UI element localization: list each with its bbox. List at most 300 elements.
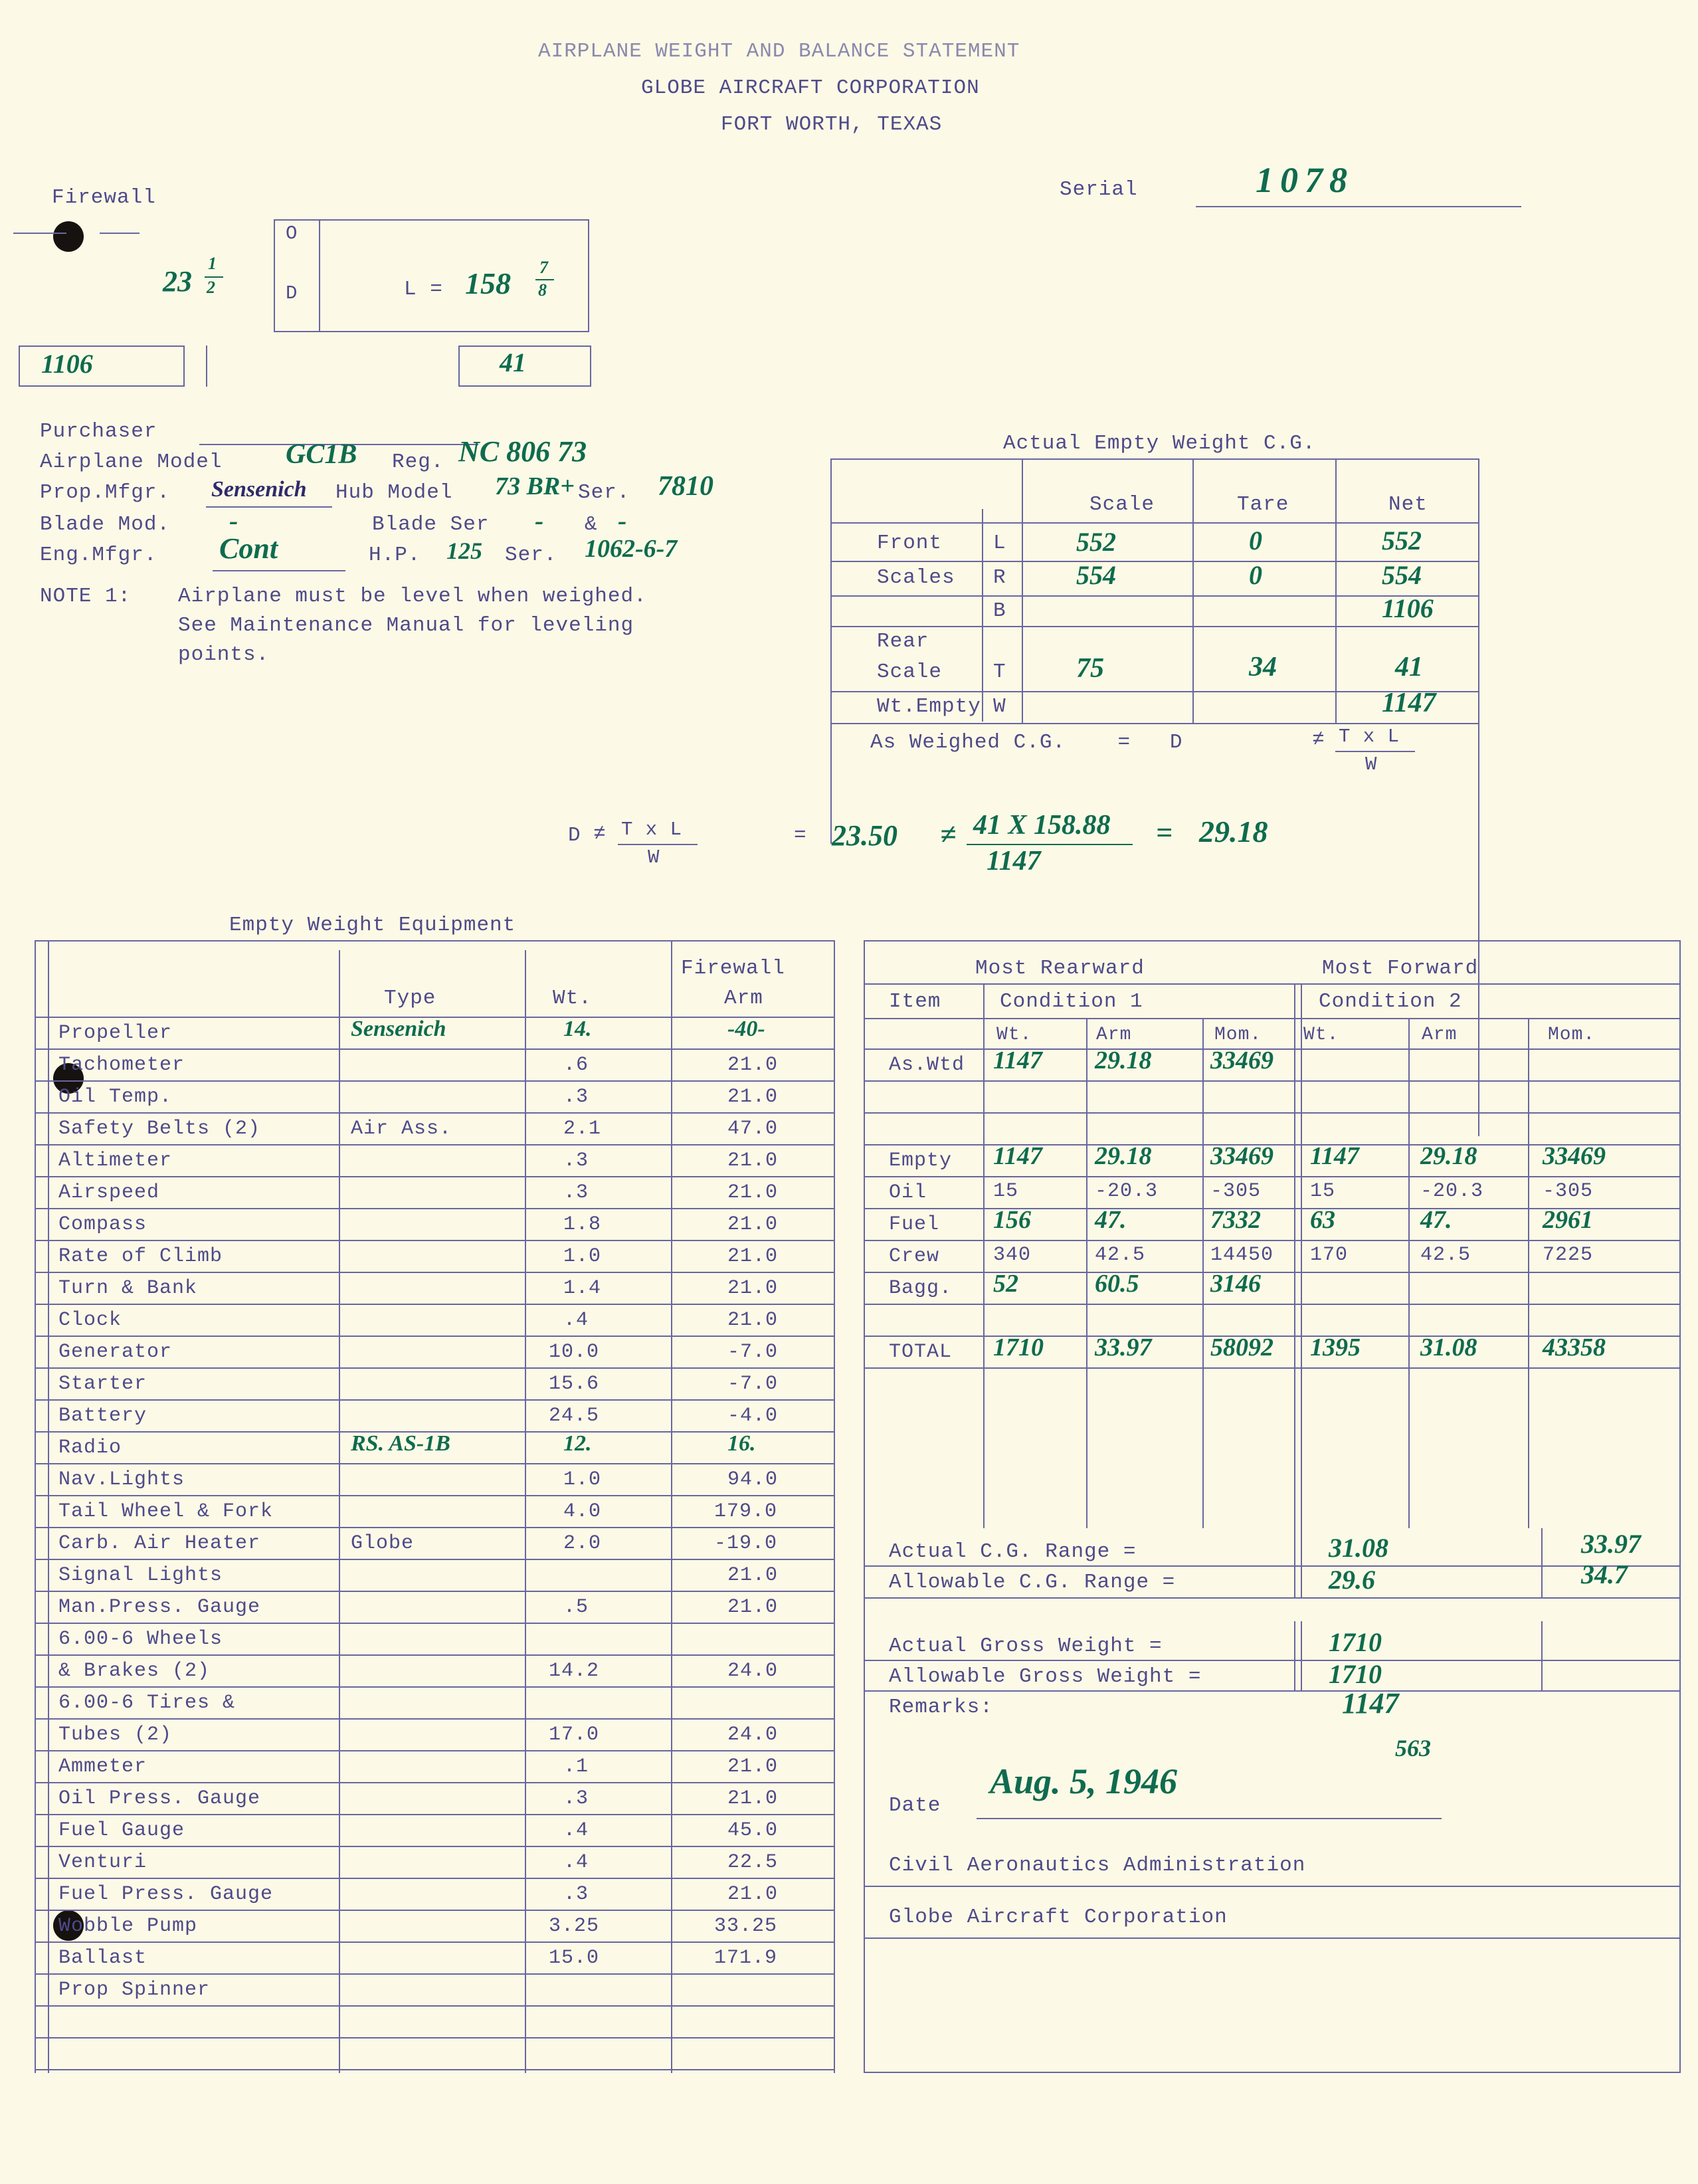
equip-row-16-wt: 2.0 (563, 1532, 602, 1555)
equip-row-29-wt: 15.0 (549, 1947, 600, 1969)
equip-rule-20 (35, 1686, 835, 1688)
equip-row-28-wt: 3.25 (549, 1915, 600, 1937)
load-sub-arm1: Arm (1096, 1025, 1132, 1045)
equip-row-24-item: Oil Press. Gauge (58, 1787, 261, 1810)
load-cond1: Condition 1 (1000, 990, 1143, 1013)
load-row-9-arm2: 31.08 (1420, 1334, 1477, 1361)
equip-row-0-item: Propeller (58, 1022, 173, 1044)
load-row-4-mom1: -305 (1210, 1180, 1262, 1203)
equip-row-15-item: Tail Wheel & Fork (58, 1500, 274, 1523)
cg-div-1b (1301, 1528, 1302, 1597)
equip-row-9-item: Clock (58, 1309, 122, 1332)
as-weighed-plus: ≠ (1312, 728, 1325, 751)
load-row-6-mom2: 7225 (1543, 1244, 1594, 1266)
equip-row-29-item: Ballast (58, 1947, 147, 1969)
formula-result: 29.18 (1199, 815, 1268, 848)
hub-model-label: Hub Model (335, 481, 453, 504)
equip-row-7-arm: 21.0 (727, 1245, 779, 1268)
load-row-4-wt2: 15 (1310, 1180, 1336, 1203)
equip-rule-7 (35, 1272, 835, 1273)
load-item-label: Item (889, 990, 941, 1013)
equip-row-2-item: Oil Temp. (58, 1086, 173, 1108)
eng-mfgr-value: Cont (219, 532, 278, 565)
equip-row-13-item: Radio (58, 1437, 122, 1459)
equip-rule-0 (35, 1048, 835, 1050)
date-label: Date (889, 1794, 941, 1817)
load-row-6-wt1: 340 (993, 1244, 1032, 1266)
prop-mfgr-label: Prop.Mfgr. (40, 481, 171, 504)
equip-row-5-item: Airspeed (58, 1181, 160, 1204)
empty-cg-row-1-net: 554 (1382, 560, 1422, 590)
remarks-2: 563 (1395, 1735, 1431, 1761)
note-line-3: points. (178, 643, 270, 666)
equip-row-28-arm: 33.25 (714, 1915, 778, 1937)
equip-rule-31 (35, 2037, 835, 2038)
equip-row-8-arm: 21.0 (727, 1277, 779, 1300)
empty-cg-row-1-scale: 554 (1076, 560, 1116, 590)
airplane-model-value: GC1B (286, 439, 357, 470)
empty-cg-row-4-tare: 34 (1249, 652, 1277, 682)
page-title: AIRPLANE WEIGHT AND BALANCE STATEMENT (538, 40, 1020, 63)
gross-div-1b (1301, 1621, 1302, 1690)
l-frac-den: 8 (538, 280, 547, 300)
formula-left-W: W (648, 846, 660, 868)
load-row-9-label: TOTAL (889, 1341, 953, 1363)
equip-row-16-arm: -19.0 (714, 1532, 778, 1555)
load-row-4-label: Oil (889, 1181, 927, 1204)
equip-row-23-item: Ammeter (58, 1755, 147, 1778)
load-sub-mom2: Mom. (1548, 1025, 1596, 1045)
empty-cg-row-0-pos: L (993, 532, 1006, 555)
load-row-0-arm1: 29.18 (1095, 1046, 1152, 1074)
eng-mfgr-label: Eng.Mfgr. (40, 544, 157, 567)
equip-row-26-wt: .4 (563, 1851, 589, 1874)
load-bottom-rule (864, 2072, 1681, 2073)
empty-cg-col-net: Net (1388, 493, 1428, 516)
actual-cg-label: Actual C.G. Range = (889, 1540, 1137, 1563)
globe-label: Globe Aircraft Corporation (889, 1906, 1228, 1929)
company-name: GLOBE AIRCRAFT CORPORATION (641, 76, 980, 100)
formula-left-plus: ≠ (593, 823, 607, 846)
equip-row-25-arm: 45.0 (727, 1819, 779, 1842)
load-sub-wt2: Wt. (1303, 1025, 1339, 1045)
equip-row-2-wt: .3 (563, 1086, 589, 1108)
empty-cg-row-1-pos: R (993, 566, 1006, 589)
diagram-box-bottom (274, 331, 589, 332)
blade-mod-label: Blade Mod. (40, 513, 171, 536)
as-weighed-label: As Weighed C.G. = D (870, 731, 1183, 754)
equip-row-27-wt: .3 (563, 1883, 589, 1906)
cg-div-2 (1541, 1528, 1543, 1597)
equip-row-6-arm: 21.0 (727, 1213, 779, 1236)
load-rule-2 (864, 1018, 1681, 1019)
caa-label: Civil Aeronautics Administration (889, 1854, 1306, 1877)
equip-rule-14 (35, 1495, 835, 1496)
load-rule-row-0 (864, 1080, 1681, 1082)
formula-result-eq: = (1156, 817, 1173, 849)
cg-div-1 (1294, 1528, 1295, 1597)
empty-cg-div-1 (982, 509, 983, 722)
equip-row-4-arm: 21.0 (727, 1149, 779, 1172)
diagram-box-right (588, 219, 589, 332)
l-label: L = (404, 278, 443, 301)
empty-cg-row-5-pos: W (993, 695, 1006, 718)
date-value: Aug. 5, 1946 (990, 1761, 1178, 1801)
diagram-divider-1 (319, 219, 320, 332)
equip-row-16-type: Globe (351, 1532, 415, 1555)
equip-div-arm (671, 940, 672, 2073)
equip-row-17-item: Signal Lights (58, 1564, 223, 1587)
load-row-3-wt2: 1147 (1310, 1142, 1359, 1170)
hp-value: 125 (446, 538, 482, 564)
note-line-2: See Maintenance Manual for leveling (178, 614, 634, 637)
load-row-6-label: Crew (889, 1245, 940, 1268)
equip-rule-29 (35, 1973, 835, 1975)
equip-rule-18 (35, 1623, 835, 1624)
actual-gross-label: Actual Gross Weight = (889, 1635, 1163, 1658)
load-row-5-label: Fuel (889, 1213, 940, 1236)
equip-rule-6 (35, 1240, 835, 1241)
actual-cg-1: 31.08 (1329, 1533, 1388, 1563)
blade-ser2-value: - (618, 506, 627, 536)
empty-cg-top (830, 458, 1479, 460)
load-row-5-mom2: 2961 (1543, 1206, 1593, 1234)
load-right-rule (1679, 940, 1681, 2073)
equip-row-20-arm: 24.0 (727, 1660, 779, 1682)
equip-row-20-item: & Brakes (2) (58, 1660, 211, 1682)
equip-row-1-arm: 21.0 (727, 1054, 779, 1076)
equip-col-type: Type (384, 987, 436, 1010)
equip-top-rule (35, 940, 835, 942)
empty-cg-div-4 (1335, 458, 1337, 724)
equip-row-8-item: Turn & Bank (58, 1277, 198, 1300)
eng-ser-value: 1062-6-7 (585, 535, 678, 563)
empty-cg-col-scale: Scale (1089, 493, 1155, 516)
dim-23-num: 1 (208, 254, 217, 273)
equip-row-10-wt: 10.0 (549, 1341, 600, 1363)
equip-row-11-arm: -7.0 (727, 1373, 779, 1395)
equip-row-18-wt: .5 (563, 1596, 589, 1619)
datum-line-left (13, 233, 66, 234)
equip-row-23-arm: 21.0 (727, 1755, 779, 1778)
equip-row-12-item: Battery (58, 1405, 147, 1427)
empty-cg-row-2-pos: B (993, 599, 1006, 623)
load-row-7-arm1: 60.5 (1095, 1270, 1139, 1298)
equip-rule-30 (35, 2005, 835, 2007)
equip-rule-19 (35, 1654, 835, 1656)
equip-row-7-item: Rate of Climb (58, 1245, 223, 1268)
load-top-rule (864, 940, 1681, 942)
empty-cg-row-1-tare: 0 (1249, 560, 1262, 590)
load-row-0-label: As.Wtd (889, 1054, 965, 1076)
equip-row-14-arm: 94.0 (727, 1468, 779, 1491)
equip-row-12-wt: 24.5 (549, 1405, 600, 1427)
equip-row-6-item: Compass (58, 1213, 147, 1236)
globe-rule (864, 1937, 1681, 1939)
load-div-2 (1086, 1018, 1087, 1528)
formula-den: 1147 (987, 846, 1041, 876)
equip-rule-4 (35, 1176, 835, 1177)
equip-row-11-item: Starter (58, 1373, 147, 1395)
equip-row-22-item: Tubes (2) (58, 1724, 173, 1746)
eng-ser-label: Ser. (505, 544, 557, 567)
equip-row-0-wt: 14. (563, 1017, 592, 1041)
equip-row-26-item: Venturi (58, 1851, 147, 1874)
equip-row-1-item: Tachometer (58, 1054, 185, 1076)
equip-row-20-wt: 14.2 (549, 1660, 600, 1682)
formula-d-value: 23.50 (832, 819, 897, 852)
equipment-title: Empty Weight Equipment (229, 914, 516, 937)
right-box-bottom (458, 385, 591, 387)
formula-left-T: T x L (621, 819, 683, 841)
load-row-5-arm1: 47. (1095, 1206, 1127, 1234)
equip-row-5-wt: .3 (563, 1181, 589, 1204)
load-row-7-wt1: 52 (993, 1270, 1018, 1298)
equip-rule-11 (35, 1399, 835, 1401)
caa-rule (864, 1886, 1681, 1887)
empty-cg-row-4-label: Scale (877, 660, 943, 684)
load-row-0-mom1: 33469 (1210, 1046, 1274, 1074)
gross-rule-2 (864, 1690, 1681, 1692)
load-row-3-label: Empty (889, 1149, 953, 1172)
equip-rule-3 (35, 1144, 835, 1145)
allowable-cg-2: 34.7 (1581, 1559, 1628, 1589)
left-box-top (19, 346, 185, 347)
left-box-right (183, 346, 185, 387)
allowable-gross-value: 1710 (1329, 1659, 1382, 1689)
equip-rule-27 (35, 1910, 835, 1911)
reg-value: NC 806 73 (458, 435, 587, 468)
hub-ser-label: Ser. (578, 481, 630, 504)
equip-rule-5 (35, 1208, 835, 1209)
equip-row-7-wt: 1.0 (563, 1245, 602, 1268)
serial-underline (1196, 206, 1521, 207)
diagram-box-top (274, 219, 589, 221)
gross-div-2 (1541, 1621, 1543, 1690)
diagram-letter-o: O (286, 223, 298, 245)
formula-left-bar (618, 844, 698, 845)
blade-mod-value: - (229, 506, 238, 536)
date-line (977, 1818, 1442, 1819)
equip-row-10-arm: -7.0 (727, 1341, 779, 1363)
equip-left-inner (48, 940, 49, 2073)
firewall-label: Firewall (52, 186, 156, 209)
equip-row-27-item: Fuel Press. Gauge (58, 1883, 274, 1906)
equip-row-0-type: Sensenich (351, 1017, 446, 1041)
allowable-gross-label: Allowable Gross Weight = (889, 1665, 1202, 1688)
blade-ser-label: Blade Ser (372, 513, 490, 536)
equip-row-23-wt: .1 (563, 1755, 589, 1778)
formula-plus2: ≠ (940, 818, 957, 850)
equip-row-9-wt: .4 (563, 1309, 589, 1332)
load-row-3-mom2: 33469 (1543, 1142, 1606, 1170)
l-value: 158 (465, 266, 511, 300)
punch-hole-top (53, 221, 84, 252)
load-row-6-wt2: 170 (1310, 1244, 1349, 1266)
equip-row-11-wt: 15.6 (549, 1373, 600, 1395)
empty-cg-header-rule (830, 522, 1479, 524)
equip-row-16-item: Carb. Air Heater (58, 1532, 261, 1555)
equip-rule-32 (35, 2069, 835, 2070)
equip-rule-26 (35, 1878, 835, 1879)
load-row-3-arm1: 29.18 (1095, 1142, 1152, 1170)
equip-row-14-wt: 1.0 (563, 1468, 602, 1491)
empty-cg-div-3 (1192, 458, 1194, 724)
empty-cg-outer-left (830, 458, 832, 844)
equip-row-0-arm: -40- (727, 1017, 765, 1041)
load-row-6-mom1: 14450 (1210, 1244, 1274, 1266)
equip-left-rule (35, 940, 36, 2073)
actual-cg-2: 33.97 (1581, 1529, 1641, 1559)
equip-row-25-wt: .4 (563, 1819, 589, 1842)
left-box-bottom (19, 385, 185, 387)
as-weighed-W: W (1365, 753, 1378, 775)
equip-row-26-arm: 22.5 (727, 1851, 779, 1874)
load-rule-1 (864, 983, 1681, 985)
equip-row-13-wt: 12. (563, 1431, 592, 1456)
formula-eq: = (794, 824, 807, 847)
most-forward-title: Most Forward (1322, 957, 1479, 980)
load-rule-row-6 (864, 1272, 1681, 1273)
equip-rule-10 (35, 1367, 835, 1369)
diagram-letter-d: D (286, 282, 298, 304)
right-box-left (458, 346, 460, 387)
load-div-3 (1202, 1018, 1204, 1528)
left-box-value: 1106 (41, 349, 93, 379)
eng-mfgr-line (213, 570, 345, 571)
equip-row-19-item: 6.00-6 Wheels (58, 1628, 223, 1650)
load-row-6-arm1: 42.5 (1095, 1244, 1146, 1266)
load-row-4-wt1: 15 (993, 1180, 1019, 1203)
as-weighed-bar (1335, 751, 1415, 752)
equip-row-22-wt: 17.0 (549, 1724, 600, 1746)
load-row-3-wt1: 1147 (993, 1142, 1042, 1170)
empty-cg-row-2-net: 1106 (1382, 593, 1434, 623)
load-div-5 (1408, 1018, 1410, 1528)
equip-div-wt (525, 950, 526, 2073)
dim-23-den: 2 (207, 278, 215, 297)
empty-cg-div-2 (1022, 458, 1023, 724)
note-line-1: Airplane must be level when weighed. (178, 585, 647, 608)
load-row-3-mom1: 33469 (1210, 1142, 1274, 1170)
purchaser-label: Purchaser (40, 420, 157, 443)
equip-right-rule (834, 940, 835, 2073)
equip-row-9-arm: 21.0 (727, 1309, 779, 1332)
equip-row-5-arm: 21.0 (727, 1181, 779, 1204)
formula-num: 41 X 158.88 (973, 810, 1111, 841)
equip-rule-17 (35, 1591, 835, 1592)
right-box-right (590, 346, 591, 387)
equip-rule-15 (35, 1527, 835, 1528)
equip-row-30-item: Prop Spinner (58, 1979, 211, 2001)
empty-cg-row-0-label: Front (877, 532, 943, 555)
equip-rule-8 (35, 1304, 835, 1305)
empty-cg-row-5-label: Wt.Empty (877, 695, 981, 718)
prop-mfgr-value: Sensenich (211, 477, 307, 502)
remarks-label: Remarks: (889, 1696, 993, 1719)
equip-row-14-item: Nav.Lights (58, 1468, 185, 1491)
load-row-4-arm1: -20.3 (1095, 1180, 1159, 1203)
load-row-9-arm1: 33.97 (1095, 1334, 1152, 1361)
equip-col-arm: Arm (724, 987, 763, 1010)
most-rearward-title: Most Rearward (975, 957, 1145, 980)
load-row-9-wt1: 1710 (993, 1334, 1044, 1361)
serial-label: Serial (1060, 178, 1138, 201)
equip-col-firewall: Firewall (681, 957, 785, 980)
datum-line-right (100, 233, 140, 234)
equip-rule-28 (35, 1941, 835, 1943)
load-row-0-wt1: 1147 (993, 1046, 1042, 1074)
left-box-tick (206, 346, 207, 387)
company-city: FORT WORTH, TEXAS (721, 113, 943, 136)
load-row-9-wt2: 1395 (1310, 1334, 1361, 1361)
allowable-cg-label: Allowable C.G. Range = (889, 1571, 1176, 1594)
equip-row-15-arm: 179.0 (714, 1500, 778, 1523)
equip-row-24-arm: 21.0 (727, 1787, 779, 1810)
hub-model-value: 73 BR+ (495, 472, 575, 500)
equip-row-18-arm: 21.0 (727, 1596, 779, 1619)
load-rule-row-5 (864, 1240, 1681, 1241)
as-weighed-T: T x L (1339, 726, 1400, 747)
equip-row-18-item: Man.Press. Gauge (58, 1596, 261, 1619)
load-row-5-wt1: 156 (993, 1206, 1031, 1234)
prop-mfgr-line (206, 506, 332, 508)
gross-rule-1 (864, 1660, 1681, 1661)
equip-row-13-arm: 16. (727, 1431, 756, 1456)
blade-ser-value: - (535, 506, 544, 536)
equip-div-type (339, 950, 340, 2073)
equip-row-22-arm: 24.0 (727, 1724, 779, 1746)
load-row-4-mom2: -305 (1543, 1180, 1594, 1203)
equip-row-25-item: Fuel Gauge (58, 1819, 185, 1842)
remarks-1: 1147 (1342, 1687, 1399, 1720)
load-row-3-arm2: 29.18 (1420, 1142, 1477, 1170)
equip-row-3-item: Safety Belts (2) (58, 1118, 261, 1140)
equip-row-3-type: Air Ass. (351, 1118, 452, 1140)
empty-cg-row-5-net: 1147 (1382, 688, 1436, 718)
empty-cg-row-0-net: 552 (1382, 526, 1422, 555)
empty-cg-row-4-pos: T (993, 660, 1006, 684)
hub-ser-value: 7810 (658, 471, 713, 502)
empty-cg-row-1-label: Scales (877, 566, 955, 589)
equip-row-12-arm: -4.0 (727, 1405, 779, 1427)
gross-div-1 (1294, 1621, 1295, 1690)
cg-rule-1 (864, 1565, 1681, 1567)
reg-label: Reg. (392, 450, 444, 474)
load-div-1 (983, 983, 985, 1528)
load-rule-row-7 (864, 1304, 1681, 1305)
load-row-5-mom1: 7332 (1210, 1206, 1261, 1234)
equip-row-24-wt: .3 (563, 1787, 589, 1810)
empty-cg-title: Actual Empty Weight C.G. (1003, 432, 1316, 455)
serial-value: 1078 (1256, 160, 1354, 200)
load-sub-wt1: Wt. (996, 1025, 1032, 1045)
diagram-box-left (274, 219, 275, 332)
equip-row-27-arm: 21.0 (727, 1883, 779, 1906)
equip-rule-21 (35, 1718, 835, 1720)
equip-rule-2 (35, 1112, 835, 1114)
formula-left-D: D (568, 824, 581, 847)
empty-cg-row-4-scale: 75 (1076, 653, 1104, 684)
equip-col-wt: Wt. (553, 987, 592, 1010)
equip-row-8-wt: 1.4 (563, 1277, 602, 1300)
load-div-4b (1301, 983, 1302, 1528)
equip-row-4-wt: .3 (563, 1149, 589, 1172)
load-row-4-arm2: -20.3 (1420, 1180, 1484, 1203)
equip-row-3-wt: 2.1 (563, 1118, 602, 1140)
hp-label: H.P. (369, 544, 421, 567)
note-label: NOTE 1: (40, 585, 132, 608)
